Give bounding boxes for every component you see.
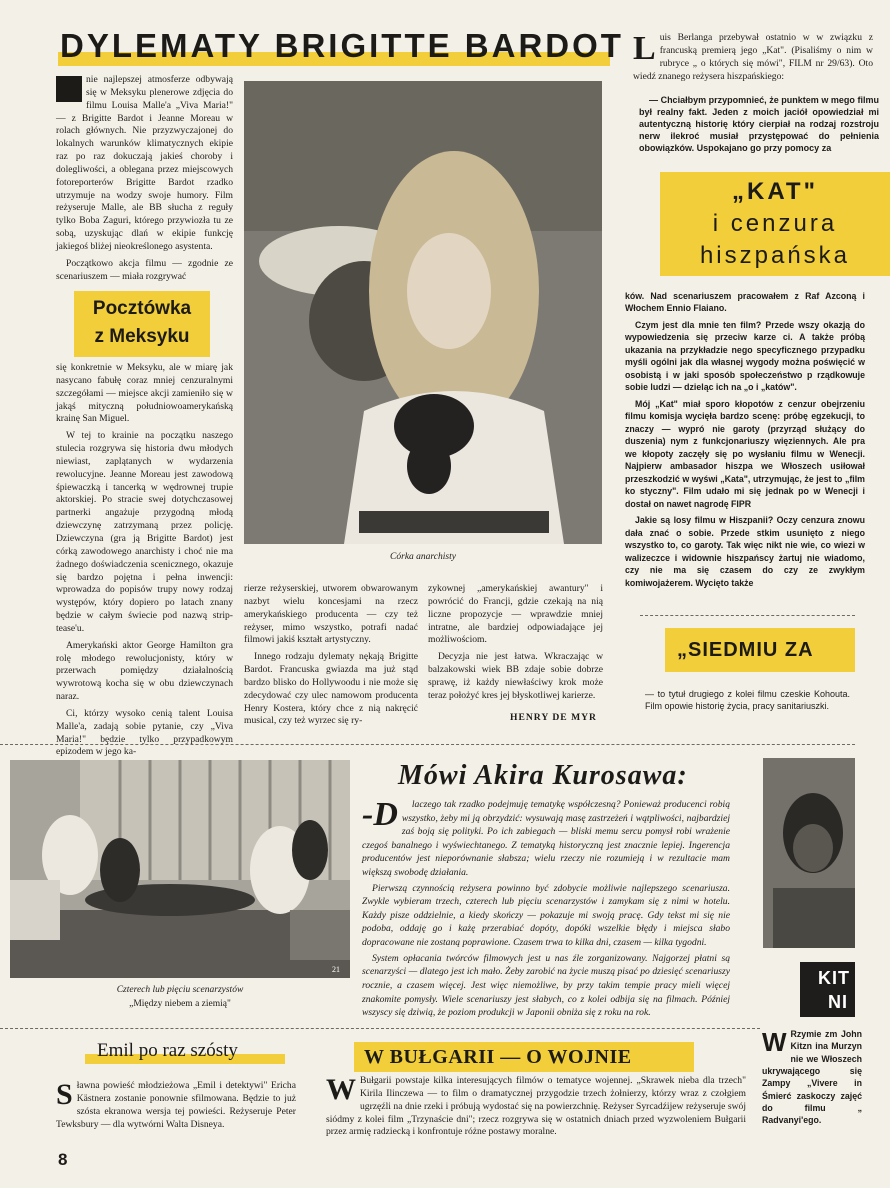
bardot-paragraph-5: Amerykański aktor George Hamilton gra rolę młodego rewolucjonisty, który w przerwach pomiędzy działalnością wywrotową kocha się w obu dziewczynach naraz. — [56, 639, 233, 703]
pocztowka-line1: Pocztówka — [92, 298, 192, 319]
bardot-paragraph-6: Ci, którzy wysoko cenią talent Louisa Malle'a, zadają sobie pytanie, czy „Viva Maria!" będzie tylko przypadkowym epizodem w jego ka- — [56, 707, 233, 758]
kat-headline-line2: i cenzura — [712, 210, 838, 237]
kat-paragraph-2: ków. Nad scenariuszem pracowałem z Raf Azconą i Włochem Ennio Flaiano. — [625, 291, 865, 314]
emil-text — [56, 1080, 296, 1150]
kat-paragraph-4: Mój „Kat" miał sporo kłopotów z cenzur obejrzeniu filmu komisja wycięła bardzo scenę: próbę egzekucji, to znaczy — wypró nie garoty (przyrząd służący do duszenia) nym z funkcjonariuszy więziennych. Ale pra we kłopoty zaczęły się po wysłaniu filmu w Wenecji. Najpierw ambasador hiszpa we Włoszech usiłował przeszkodzić w wyświ „Kata", utrzymując, że jest to „film ko styczny". Film udało mi się jednak po w Wenecji i dostał on nawet nagrodę FIPR — [625, 398, 865, 509]
emil-headline: Emil po raz szósty — [97, 1040, 238, 1061]
kitzmiller-headline-1: KIT — [818, 968, 850, 988]
kitzmiller-headline-2: NI — [828, 992, 848, 1012]
kurosawa-caption-1: Czterech lub pięciu scenarzystów — [116, 985, 244, 995]
kurosawa-photo-illustration — [10, 760, 350, 978]
kurosawa-paragraph-3: System opłacania twórców filmowych jest u nas źle zorganizowany. Najgorzej płatni są scenarzyści — dlatego jest ich mało. Żeby zarobić na życie muszą pisać po dziesięć scenariuszy rocznie, a czasem więcej. Jest więc niemożliwe, by przy takim tempie pracy mieli więcej znakomite pomysły. Wiele scenariuszy jest słabych, co z kolei odbija się na filmach. Później wszyscy się dziwią, że poziom produkcji w Japonii obniża się z roku na rok. — [362, 952, 730, 1019]
bardot-photo — [244, 81, 602, 544]
kitzmiller-photo-illustration — [763, 758, 855, 948]
page-number: 8 — [58, 1150, 68, 1169]
pocztowka-line2: z Meksyku — [94, 326, 190, 347]
kitzmiller-text-body: Rzymie zm John Kitzn ina Murzyn nie we Włoszech ukrywającego się Zampy „Vivere in Śmierć zaskoczy zajęć do filmu „ Radvanyi'ego. — [762, 1029, 862, 1126]
bardot-col3-paragraph-2: Decyzja nie jest łatwa. Wkraczając w balzakowski wiek BB zdaje sobie dobrze sprawę, iż każdy niewłaściwy krok może teraz położyć kres jej błyskotliwej karierze. — [428, 651, 603, 701]
kat-body — [625, 290, 865, 614]
pocztowka-box — [74, 291, 210, 357]
kat-paragraph-1 — [639, 94, 879, 166]
kurosawa-body — [362, 796, 730, 1019]
bardot-col3-paragraph-1: zykownej „amerykańskiej awantury" i powrócić do Francji, gdzie czekają na nią liczne propozycje — wprawdzie mniej intratne, ale bardziej odpowiadające jej możliwościom. — [428, 583, 603, 646]
emil-text-body: ławna powieść młodzieżowa „Emil i detektywi" Ericha Kästnera zostanie ponownie sfilmowana. Będzie to już szósta ekranowa wersja tej powieści. Reżyseruje Peter Tewksbury — dla wytwórni Walta Disneya. — [56, 1080, 296, 1130]
bulgaria-text-body: Bułgarii powstaje kilka interesujących filmów o tematyce wojennej. „Skrawek nieba dla trzech" Kirila Ilinczewa — to film o dramatycznej przygodzie trzech żołnierzy, którzy wraz z czołgiem ugrzęźli na dnie rzeki i próbują wydostać się na powierzchnię. Reżyser Syrcadźijew reżyseruje swój siódmy z kolei film „Trzynaście dni"; rzecz rozgrywa się w ostatnich dniach przed wyzwoleniem Bułgarii przez armię radziecką i konfrontuje różne postawy moralne. — [326, 1075, 746, 1138]
bardot-col3 — [428, 583, 603, 703]
kurosawa-dropcap: -D — [362, 796, 398, 833]
kitzmiller-text — [762, 1027, 862, 1126]
bardot-paragraph-4: W tej to krainie na początku naszego stulecia rozgrywa się historia dwu młodych niewiast, zaplątanych w wydarzenia rewolucyjne. Jeanne Moreau jest zawodową śpiewaczką i tancerką w wędrownej trupie aktorskiej. Po stracie swej dotychczasowej partnerki angażuje przygodną młodą dziewczynę zatrzymaną przez policję. Dziewczyna (gra ją Brigitte Bardot) jest córką zawodowego anarchisty i choć nie ma żadnego doświadczenia scenicznego, okazuje się bardzo pojętna i pełna inwencji: wprowadza do popisów trupy nowy rodzaj występów, który dopiero po latach znany będzie w całym świecie pod nazwą strip-tease'u. — [56, 430, 233, 634]
bardot-paragraph-2: Początkowo akcja filmu — zgodnie ze scenariuszem — miała rozgrywać — [56, 257, 233, 282]
section-divider-lower — [0, 1028, 760, 1029]
kat-dropcap: L — [633, 30, 656, 67]
bardot-col1-bottom — [56, 362, 233, 758]
kurosawa-photo — [10, 760, 350, 978]
kitzmiller-photo — [763, 758, 855, 948]
bardot-headline: DYLEMATY BRIGITTE BARDOT — [60, 27, 624, 64]
kurosawa-headline: Mówi Akira Kurosawa: — [398, 760, 688, 791]
kat-intro-text: uis Berlanga przebywał ostatnio w w związku z francuską premierą jego „Kat". (Pisaliśmy o nim w rubryce „ o których się mówi", FILM nr 29/63). Oto wiedź znanego reżysera hiszpańskiego: — [633, 32, 873, 82]
bardot-col2-paragraph-2: Innego rodzaju dylematy nękają Brigitte Bardot. Francuska gwiazda ma już stąd bardzo blisko do Hollywoodu i nie może się zdecydować czy ulec namowom producenta Henry Kostera, który chce z nią nakręcić musical, czy też wyrzec się ry- — [244, 651, 418, 727]
kitzmiller-headline-box — [800, 962, 855, 1017]
kurosawa-caption-2: „Między niebem a ziemią" — [129, 999, 231, 1009]
dropcap-w-mark — [56, 76, 82, 102]
siedmiu-text: — to tytuł drugiego z kolei filmu czeskie Kohouta. Film opowie historię życia, pracy sanitariuszki. — [645, 689, 850, 712]
bardot-paragraph-3: się konkretnie w Meksyku, ale w miarę jak nasycano fabułę coraz mniej cenzuralnymi szczegółami — miejsce akcji zamieniło się w jakąś mityczną południowoamerykańską krainę San Miguel. — [56, 362, 233, 425]
section-divider-middle — [0, 744, 855, 745]
bardot-col2-paragraph-1: rierze reżyserskiej, utworem obwarowanym nazbyt wielu koncesjami na rzecz amerykańskiego producenta — czy też reżyser, mimo wszystko, potrafi nadać filmowi jakiś kształt artystyczny. — [244, 583, 418, 646]
bardot-col2 — [244, 583, 418, 733]
bardot-author: HENRY DE MYR — [510, 712, 597, 723]
emil-dropcap: S — [56, 1078, 73, 1111]
siedmiu-rule-top — [640, 615, 855, 616]
bardot-photo-caption: Córka anarchisty — [390, 552, 456, 562]
bulgaria-headline: W BUŁGARII — O WOJNIE — [364, 1046, 632, 1068]
kurosawa-paragraph-2: Pierwszą czynnością reżysera powinno być zdobycie możliwie najlepszego scenariusza. Zwykle wybieram trzech, czterech lub pięciu scenarzystów i zamykam się z nimi w hotelu. Każdy pisze oddzielnie, a kiedy skończy — pokazuje mi swoją pracę. Gdy tekst mi się nie podoba, oddaję go i każę przerabiać dopóty, dopóki wszelkie błędy i miejsca słabo dopracowane nie zostaną poprawione. Czasem trwa to kilka dni, czasem — kilka tygodni. — [362, 882, 730, 949]
kat-intro — [633, 32, 873, 86]
bardot-col1-top — [56, 74, 233, 282]
bardot-lead-paragraph: nie najlepszej atmosferze odbywają się w Meksyku plenerowe zdjęcia do filmu Louisa Malle'a „Viva Maria!" — z Brigitte Bardot i Jeanne Moreau w rolach głównych. Nie przyzwyczajonej do lokalnych warunków klimatycznych ekipie raz po raz dokuczają jakieś choroby i dolegliwości, a oblegana przez miejscowych fotoreporterów Brigitte Bardot rzadko utrzymuje na wodzy swoje humory. Film reżyseruje Malle, ale BB słucha z reguły tylko Boba Zaguri, którego przywiozła tu ze sobą, uzyskując dlań w ekipie funkcję jakiegoś bliżej nieokreślonego asystenta. — [56, 74, 233, 252]
kat-headline-line3: hiszpańska — [699, 242, 851, 269]
kat-paragraph-1-text: — Chciałbym przypomnieć, że punktem w mego filmu był realny fakt. Jeden z moich jaciół opowiedział mi autentyczną historię który cierpiał na rodzaj rozstroju nerw ilekroć musiał przystępować do pełnienia obowiązków. Uspokajano go przy pomocy za — [639, 95, 879, 154]
kat-headline-line1: „KAT" — [732, 178, 818, 205]
bardot-photo-illustration — [244, 81, 602, 544]
bulgaria-dropcap: W — [326, 1073, 356, 1106]
siedmiu-headline: „SIEDMIU ZA — [677, 639, 814, 661]
bulgaria-text — [326, 1075, 746, 1155]
kat-paragraph-3: Czym jest dla mnie ten film? Przede wszy okazją do wypowiedzenia się przeciw karze ci. A także próbą ukazania na przykładzie nego specyficznego przypadku myśli ogólni jak dla własnej wygody można poświęcić w osobistą i w jaki sposób społeczeństwo p rządkowuje sobie ludzi — dzieląc ich na „o i „katów". — [625, 319, 865, 393]
kat-paragraph-5: Jakie są losy filmu w Hiszpanii? Oczy cenzura znowu dała znać o sobie. Przede stkim usunięto z niego wszystko to, co garoty. Tak więc nikt nie wie, co wiezi w walizeczce i widownie hiszpańscy żartuj nie wiadomo, czy nie ma się czasem do czy ze zwykłym komiwojażerem. Wycięto także — [625, 515, 865, 588]
siedmiu-headline-box — [665, 628, 855, 672]
kitzmiller-dropcap: W — [762, 1027, 787, 1057]
kurosawa-photo-mark: 21 — [332, 965, 340, 974]
kat-headline-box — [660, 172, 890, 276]
kurosawa-paragraph-1: laczego tak rzadko podejmuję tematykę współczesną? Ponieważ producenci robią wszystko, żeby mi ją obrzydzić: wysuwają masę zastrzeżeń i wątpliwości, najbardziej zaś boją się polityki. Po ich zabiegach — bliski memu sercu pomysł robi wrażenie czegoś banalnego i wyświechtanego. Z tematyką historyczną jest znacznie lepiej. Ingerencja producentów jest nieporównanie słabsza; wielu rzeczy nie rozumieją i w rezultacie mam większą swobodę działania. — [362, 799, 730, 879]
